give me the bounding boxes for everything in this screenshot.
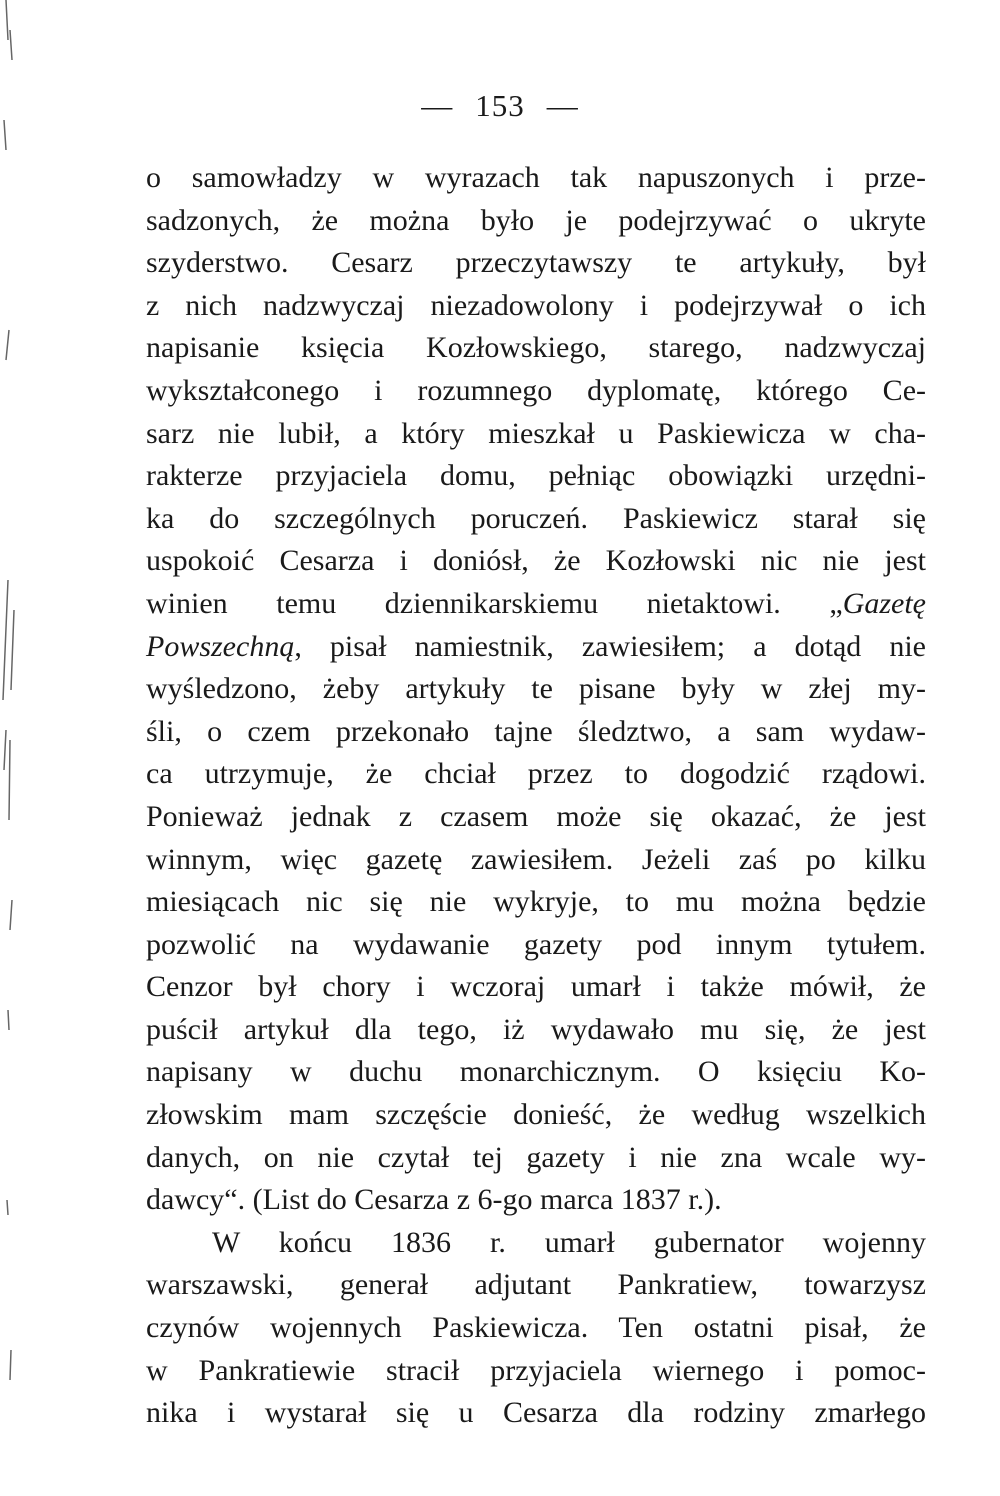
italic-title: Gazetę — [842, 586, 926, 620]
text-line: złowskim mam szczęście donieść, że według wszelkich — [146, 1098, 926, 1132]
text-line: o samowładzy w wyrazach tak napuszonych i prze- — [146, 161, 926, 194]
scan-edge-marks — [0, 0, 30, 1496]
text-line: sadzonych, że można było je podejrzywać o ukryte — [146, 203, 926, 237]
text-line: winien temu dziennikarskiemu nietaktowi. „Gazetę — [146, 586, 926, 620]
text-line: Cenzor był chory i wczoraj umarł i także mówił, że — [146, 970, 926, 1004]
text-line: miesiącach nic się nie wykryje, to mu można będzie — [146, 885, 926, 919]
header-dash-left: — — [421, 88, 454, 123]
italic-title: Powszechną — [146, 629, 295, 663]
text-line: szyderstwo. Cesarz przeczytawszy te artykuły, był — [146, 246, 926, 280]
text-line: winnym, więc gazetę zawiesiłem. Jeżeli zaś po kilku — [146, 842, 926, 876]
text-line: napisany w duchu monarchicznym. O księciu Ko- — [146, 1055, 926, 1089]
text-line: W końcu 1836 r. umarł gubernator wojenny — [212, 1225, 926, 1259]
header-dash-right: — — [546, 88, 579, 123]
paragraph-2 — [146, 1222, 926, 1435]
text-line: Ponieważ jednak z czasem może się okazać, że jest — [146, 799, 926, 833]
text-line: puścił artykuł dla tego, iż wydawało mu się, że jest — [146, 1012, 926, 1046]
paragraph-1 — [146, 157, 926, 1222]
page-header — [0, 86, 1000, 126]
text-line: dawcy“. (List do Cesarza z 6-go marca 1837 r.). — [146, 1183, 722, 1217]
text-line: nika i wystarał się u Cesarza dla rodziny zmarłego — [146, 1396, 926, 1430]
text-line: warszawski, generał adjutant Pankratiew, towarzysz — [146, 1268, 926, 1302]
text-line: z nich nadzwyczaj niezadowolony i podejrzywał o ich — [146, 288, 926, 322]
text-line: napisanie księcia Kozłowskiego, starego, nadzwyczaj — [146, 331, 926, 365]
page-number: 153 — [475, 88, 525, 123]
body-text — [146, 157, 926, 1435]
text-line: w Pankratiewie stracił przyjaciela wiernego i pomoc- — [146, 1353, 926, 1387]
text-line: danych, on nie czytał tej gazety i nie zna wcale wy- — [146, 1140, 926, 1174]
text-line: ca utrzymuje, że chciał przez to dogodzić rządowi. — [146, 757, 926, 791]
text-line: rakterze przyjaciela domu, pełniąc obowiązki urzędni- — [146, 459, 926, 493]
text-line: wykształconego i rozumnego dyplomatę, którego Ce- — [146, 373, 926, 407]
text-line: śli, o czem przekonało tajne śledztwo, a sam wydaw- — [146, 714, 926, 748]
text-line: pozwolić na wydawanie gazety pod innym tytułem. — [146, 927, 926, 961]
text-line: wyśledzono, żeby artykuły te pisane były w złej my- — [146, 672, 926, 706]
text-line: uspokoić Cesarza i doniósł, że Kozłowski nic nie jest — [146, 544, 926, 578]
text-line: Powszechną, pisał namiestnik, zawiesiłem; a dotąd nie — [146, 629, 926, 663]
text-line: czynów wojennych Paskiewicza. Ten ostatni pisał, że — [146, 1311, 926, 1345]
text-line: sarz nie lubił, a który mieszkał u Paskiewicza w cha- — [146, 416, 926, 450]
text-line: ka do szczególnych poruczeń. Paskiewicz starał się — [146, 501, 926, 535]
